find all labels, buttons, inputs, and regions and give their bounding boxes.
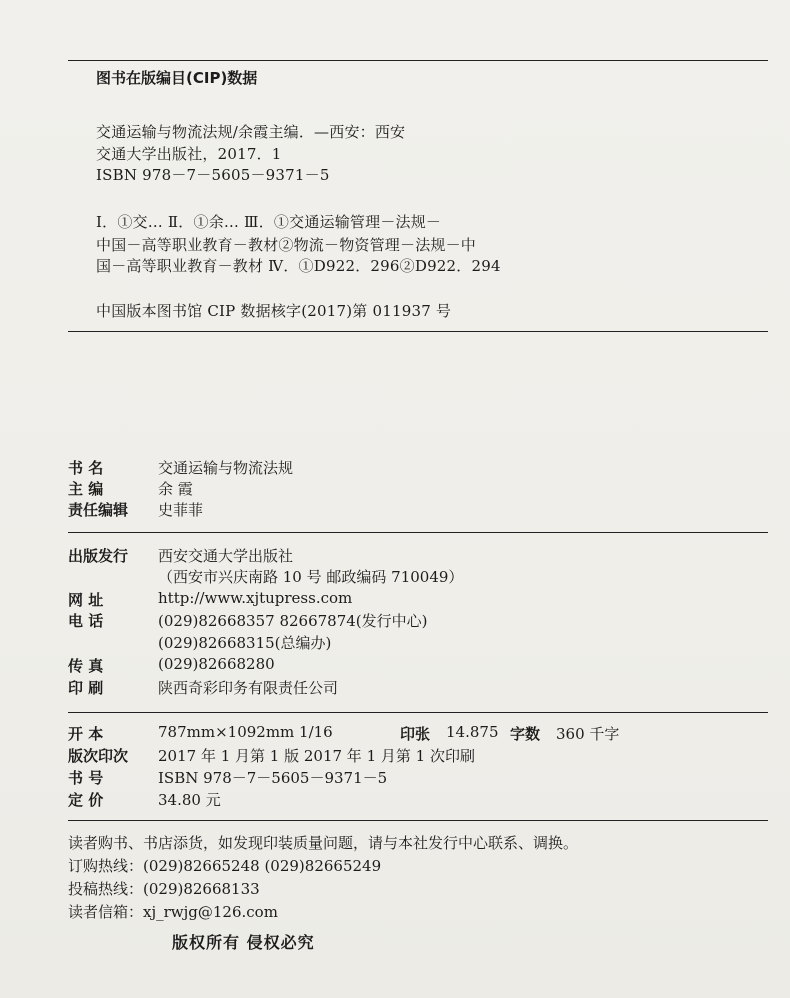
edition-value: 2017 年 1 月第 1 版 2017 年 1 月第 1 次印刷 [158,747,475,765]
reader-mailbox: 读者信箱：xj_rwjg@126.com [68,903,278,921]
top-rule [68,60,768,61]
order-hotline: 订购热线：(029)82665248 (029)82665249 [68,857,382,875]
publisher-address: （西安市兴庆南路 10 号 邮政编码 710049） [158,568,464,586]
website-value: http://www.xjtupress.com [158,589,353,607]
footer-rule [68,820,768,821]
website-label: 网 址 [68,591,104,609]
price-value: 34.80 元 [158,791,221,809]
format-label: 开 本 [68,725,104,743]
cip-class-1: Ⅰ．①交… Ⅱ．①余… Ⅲ．①交通运输管理－法规－ [96,213,442,231]
cip-class-3: 国－高等职业教育－教材 Ⅳ．①D922．296②D922．294 [96,257,501,275]
copyright-notice: 版权所有 侵权必究 [172,933,315,952]
publisher-value: 西安交通大学出版社 [158,547,294,565]
phone-value-1: (029)82668357 82667874(发行中心) [158,612,428,630]
printer-label: 印 刷 [68,679,104,697]
fax-value: (029)82668280 [158,655,275,673]
words-label: 字数 [510,725,541,743]
isbn-value: ISBN 978－7－5605－9371－5 [158,769,388,787]
edition-label: 版次印次 [68,747,129,765]
phone-label: 电 话 [68,612,104,630]
cip-line-1: 交通运输与物流法规/余霞主编．—西安：西安 [96,123,406,141]
words-value: 360 千字 [556,725,620,743]
title-label: 书 名 [68,459,104,477]
sheets-value: 14.875 [446,723,499,741]
format-value: 787mm×1092mm 1/16 [158,723,333,741]
sheets-label: 印张 [400,725,431,743]
cip-line-2: 交通大学出版社，2017．1 [96,145,282,163]
bleed-through-text [0,6,790,25]
cip-bottom-rule [68,331,768,332]
cip-class-2: 中国－高等职业教育－教材②物流－物资管理－法规－中 [96,236,477,254]
info-rule [68,532,768,533]
printer-value: 陕西奇彩印务有限责任公司 [158,679,339,697]
cip-header: 图书在版编目(CIP)数据 [96,69,258,87]
resp-editor-value: 史菲菲 [158,501,204,519]
cip-verify-number: 中国版本图书馆 CIP 数据核字(2017)第 011937 号 [96,302,452,320]
phone-value-2: (029)82668315(总编办) [158,634,332,652]
resp-editor-label: 责任编辑 [68,501,129,519]
fax-label: 传 真 [68,657,104,675]
submission-hotline: 投稿热线：(029)82668133 [68,880,260,898]
isbn-label: 书 号 [68,769,104,787]
price-label: 定 价 [68,791,104,809]
editor-label: 主 编 [68,480,104,498]
publisher-label: 出版发行 [68,547,129,565]
quality-notice: 读者购书、书店添货，如发现印装质量问题，请与本社发行中心联系、调换。 [68,834,579,852]
title-value: 交通运输与物流法规 [158,459,294,477]
specs-rule [68,712,768,713]
editor-value: 余 霞 [158,480,193,498]
cip-isbn: ISBN 978－7－5605－9371－5 [96,166,330,184]
